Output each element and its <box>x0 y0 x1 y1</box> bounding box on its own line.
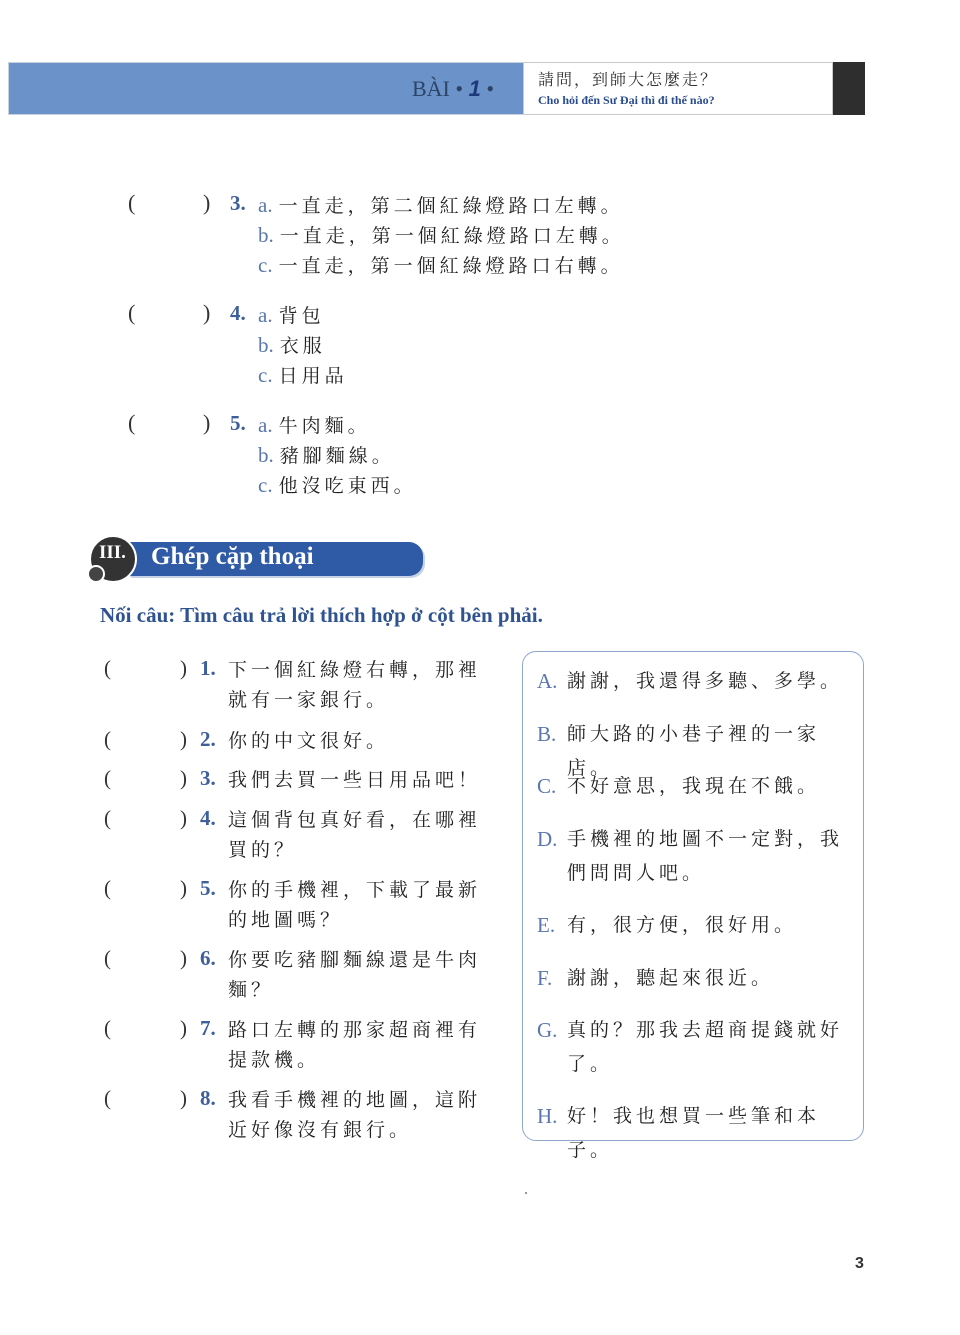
answer-text: 不好意思，我現在不餓。 <box>567 775 821 797</box>
lesson-title-vietnamese: Cho hỏi đến Sư Đại thì đi thế nào? <box>538 93 715 107</box>
option-b <box>258 221 625 248</box>
option-c <box>258 471 417 498</box>
answer-blank-close: ) <box>180 876 187 900</box>
prompt-text: 你的中文很好。 <box>228 730 390 752</box>
answer-blank-open[interactable]: ( <box>104 806 111 830</box>
answer-letter: C. <box>537 774 557 798</box>
answer-blank-open[interactable]: ( <box>104 656 111 680</box>
prompt-number: 8. <box>200 1086 216 1110</box>
answer-letter: G. <box>537 1018 558 1042</box>
lesson-title-chinese: 請問，到師大怎麼走？ <box>538 70 719 89</box>
decorative-dot-icon <box>87 565 105 583</box>
answer-text: 有，很方便，很好用。 <box>567 914 798 936</box>
option-c <box>258 361 348 388</box>
prompt-number: 1. <box>200 656 216 680</box>
lesson-label <box>412 76 494 102</box>
answer-option-d <box>537 822 859 890</box>
answer-text: 好！我也想買一些筆和本子。 <box>567 1105 821 1161</box>
answer-letter: E. <box>537 913 556 937</box>
answer-blank-open[interactable]: ( <box>104 876 111 900</box>
scan-speck <box>525 1192 527 1194</box>
answer-text: 謝謝，我還得多聽、多學。 <box>567 670 844 692</box>
option-a <box>258 301 325 328</box>
option-b <box>258 441 395 468</box>
answer-option-h <box>537 1099 859 1167</box>
answer-blank-close: ) <box>203 190 211 215</box>
prompt-text: 我們去買一些日用品吧！ <box>228 769 482 791</box>
option-letter: c. <box>258 363 273 387</box>
option-text: 背包 <box>278 305 325 327</box>
lesson-title-box <box>523 62 833 115</box>
option-text: 豬腳麵線。 <box>279 445 395 467</box>
answer-option-c <box>537 769 859 803</box>
answer-options-box <box>522 651 864 1161</box>
answer-blank-close: ) <box>203 300 211 325</box>
answer-blank-close: ) <box>180 946 187 970</box>
answer-blank-close: ) <box>180 656 187 680</box>
answer-blank-open[interactable]: ( <box>104 1016 111 1040</box>
option-letter: a. <box>258 193 273 217</box>
answer-blank-open[interactable]: ( <box>104 946 111 970</box>
option-letter: b. <box>258 223 274 247</box>
lesson-label-text: BÀI <box>412 76 450 101</box>
answer-text: 手機裡的地圖不一定對，我們問問人吧。 <box>567 828 844 884</box>
option-letter: a. <box>258 303 273 327</box>
answer-option-e <box>537 908 859 942</box>
option-letter: c. <box>258 253 273 277</box>
option-text: 一直走，第一個紅綠燈路口右轉。 <box>278 255 624 277</box>
option-a <box>258 191 624 218</box>
section-3-heading <box>87 535 347 583</box>
lesson-number: 1 <box>468 76 481 101</box>
option-text: 日用品 <box>278 365 348 387</box>
answer-blank-close: ) <box>180 727 187 751</box>
answer-blank-close: ) <box>180 806 187 830</box>
prompt-number: 4. <box>200 806 216 830</box>
answer-blank-open[interactable]: ( <box>128 410 136 435</box>
prompt-number: 6. <box>200 946 216 970</box>
answer-blank-open[interactable]: ( <box>104 727 111 751</box>
section-title: Ghép cặp thoại <box>151 543 314 570</box>
answer-option-a <box>537 664 859 698</box>
option-text: 衣服 <box>279 335 326 357</box>
answer-text: 師大路的小巷子裡的一家店。 <box>567 723 821 779</box>
option-b <box>258 331 326 358</box>
option-text: 一直走，第一個紅綠燈路口左轉。 <box>279 225 625 247</box>
prompt-text: 你要吃豬腳麵線還是牛肉麵？ <box>228 949 482 1001</box>
answer-blank-close: ) <box>180 1016 187 1040</box>
option-letter: b. <box>258 333 274 357</box>
section-roman-numeral: III. <box>99 542 126 563</box>
answer-letter: A. <box>537 669 558 693</box>
section-instruction: Nối câu: Tìm câu trả lời thích hợp ở cột bên phải. <box>100 603 543 627</box>
answer-option-f <box>537 961 859 995</box>
header-dark-tab <box>833 62 865 115</box>
prompt-text: 路口左轉的那家超商裡有提款機。 <box>228 1019 482 1071</box>
option-letter: c. <box>258 473 273 497</box>
answer-letter: H. <box>537 1104 558 1128</box>
question-number: 5. <box>230 411 246 435</box>
answer-letter: B. <box>537 722 557 746</box>
question-number: 4. <box>230 301 246 325</box>
prompt-text: 下一個紅綠燈右轉，那裡就有一家銀行。 <box>228 659 482 711</box>
prompt-text: 你的手機裡，下載了最新的地圖嗎？ <box>228 879 482 931</box>
option-c <box>258 251 624 278</box>
option-text: 他沒吃東西。 <box>278 475 417 497</box>
section-title-pill <box>127 542 423 576</box>
option-text: 牛肉麵。 <box>278 415 371 437</box>
answer-letter: D. <box>537 827 558 851</box>
prompt-number: 7. <box>200 1016 216 1040</box>
answer-text: 謝謝，聽起來很近。 <box>567 967 775 989</box>
answer-blank-close: ) <box>180 766 187 790</box>
prompt-number: 3. <box>200 766 216 790</box>
answer-blank-close: ) <box>203 410 211 435</box>
answer-blank-open[interactable]: ( <box>104 766 111 790</box>
prompt-text: 我看手機裡的地圖，這附近好像沒有銀行。 <box>228 1089 482 1141</box>
answer-blank-open[interactable]: ( <box>128 190 136 215</box>
bullet-dot: • <box>486 76 495 101</box>
option-text: 一直走，第二個紅綠燈路口左轉。 <box>278 195 624 217</box>
prompt-number: 2. <box>200 727 216 751</box>
option-a <box>258 411 371 438</box>
answer-blank-close: ) <box>180 1086 187 1110</box>
prompt-number: 5. <box>200 876 216 900</box>
bullet-dot: • <box>455 76 464 101</box>
answer-text: 真的？那我去超商提錢就好了。 <box>567 1019 844 1075</box>
option-letter: a. <box>258 413 273 437</box>
page-number: 3 <box>855 1255 864 1272</box>
prompt-text: 這個背包真好看，在哪裡買的？ <box>228 809 482 861</box>
answer-letter: F. <box>537 966 553 990</box>
answer-option-g <box>537 1013 859 1081</box>
answer-blank-open[interactable]: ( <box>104 1086 111 1110</box>
question-number: 3. <box>230 191 246 215</box>
option-letter: b. <box>258 443 274 467</box>
answer-blank-open[interactable]: ( <box>128 300 136 325</box>
